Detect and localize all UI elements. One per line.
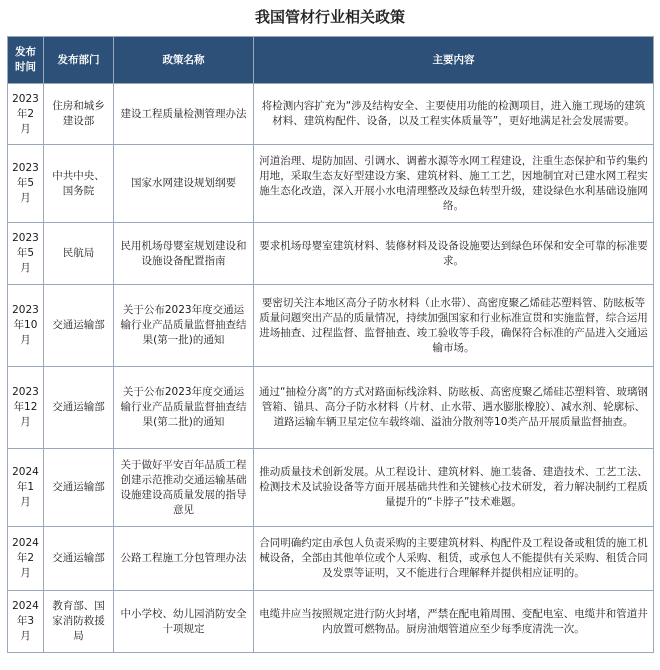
cell-dept: 民航局	[44, 223, 114, 285]
cell-content: 将检测内容扩充为“涉及结构安全、主要使用功能的检测项目，进入施工现场的建筑材料、建筑构配件、设备，以及工程实体质量等”，更好地满足社会发展需要。	[254, 84, 654, 145]
table-row	[8, 223, 654, 285]
cell-time: 2023年5月	[8, 223, 44, 285]
cell-time: 2024年1月	[8, 449, 44, 527]
cell-policy-name: 公路工程施工分包管理办法	[114, 527, 254, 591]
table-row	[8, 145, 654, 223]
cell-policy-name: 国家水网建设规划纲要	[114, 145, 254, 223]
cell-time: 2023年12月	[8, 367, 44, 449]
cell-time: 2024年2月	[8, 527, 44, 591]
cell-time: 2024年3月	[8, 591, 44, 653]
cell-time: 2023年10月	[8, 285, 44, 367]
cell-content: 电缆井应当按照规定进行防火封堵，严禁在配电箱周围、变配电室、电缆井和管道井内放置可燃物品。厨房油烟管道应至少每季度清洗一次。	[254, 591, 654, 653]
table-header-row	[8, 37, 654, 84]
cell-content: 要求机场母婴室建筑材料、装修材料及设备设施要达到绿色环保和安全可靠的标准要求。	[254, 223, 654, 285]
cell-content: 推动质量技术创新发展。从工程设计、建筑材料、施工装备、建造技术、工艺工法、检测技术及试验设备等方面开展基础共性和关键核心技术研发，着力解决制约工程质量提升的“卡脖子”技术难题。	[254, 449, 654, 527]
cell-dept: 教育部、国家消防救援局	[44, 591, 114, 653]
cell-time: 2023年2月	[8, 84, 44, 145]
cell-dept: 交通运输部	[44, 449, 114, 527]
table-row	[8, 449, 654, 527]
cell-time: 2023年5月	[8, 145, 44, 223]
cell-dept: 中共中央、国务院	[44, 145, 114, 223]
cell-content: 通过“抽检分离”的方式对路面标线涂料、防眩板、高密度聚乙烯硅芯塑料管、玻璃钢管箱、锚具、高分子防水材料（片材、止水带、遇水膨胀橡胶）、减水剂、轮廓标、道路运输车辆卫星定位车载终端、溢油分散剂等10类产品开展质量监督抽查。	[254, 367, 654, 449]
cell-policy-name: 民用机场母婴室规划建设和设施设备配置指南	[114, 223, 254, 285]
cell-content: 河道治理、堤防加固、引调水、调蓄水源等水网工程建设，注重生态保护和节约集约用地，采取生态友好型建设方案、建筑材料、施工工艺，因地制宜对已建水网工程实施生态化改造，深入开展小水电清理整改及绿色转型升级，建设绿色水利基础设施网络。	[254, 145, 654, 223]
header-time: 发布时间	[8, 37, 44, 84]
cell-policy-name: 建设工程质量检测管理办法	[114, 84, 254, 145]
cell-dept: 交通运输部	[44, 527, 114, 591]
cell-policy-name: 关于做好平安百年品质工程创建示范推动交通运输基础设施建设高质量发展的指导意见	[114, 449, 254, 527]
header-content: 主要内容	[254, 37, 654, 84]
cell-policy-name: 关于公布2023年度交通运输行业产品质量监督抽查结果(第一批)的通知	[114, 285, 254, 367]
table-row	[8, 285, 654, 367]
cell-dept: 交通运输部	[44, 367, 114, 449]
cell-dept: 住房和城乡建设部	[44, 84, 114, 145]
cell-policy-name: 关于公布2023年度交通运输行业产品质量监督抽查结果(第二批)的通知	[114, 367, 254, 449]
policy-table	[7, 36, 654, 653]
cell-policy-name: 中小学校、幼儿园消防安全十项规定	[114, 591, 254, 653]
table-row	[8, 527, 654, 591]
table-row	[8, 84, 654, 145]
cell-dept: 交通运输部	[44, 285, 114, 367]
cell-content: 合同明确约定由承包人负责采购的主要建筑材料、构配件及工程设备或租赁的施工机械设备，全部由其他单位或个人采购、租赁，或承包人不能提供有关采购、租赁合同及发票等证明，又不能进行合理解释并提供相应证明的。	[254, 527, 654, 591]
header-name: 政策名称	[114, 37, 254, 84]
cell-content: 要密切关注本地区高分子防水材料（止水带）、高密度聚乙烯硅芯塑料管、防眩板等质量问题突出产品的质量情况，持续加强国家和行业标准宣贯和实施监督，综合运用进场抽查、过程监督、监督抽查、竣工验收等手段，确保符合标准的产品进入交通运输市场。	[254, 285, 654, 367]
header-dept: 发布部门	[44, 37, 114, 84]
page-title: 我国管材行业相关政策	[254, 8, 405, 26]
table-row	[8, 591, 654, 653]
table-row	[8, 367, 654, 449]
